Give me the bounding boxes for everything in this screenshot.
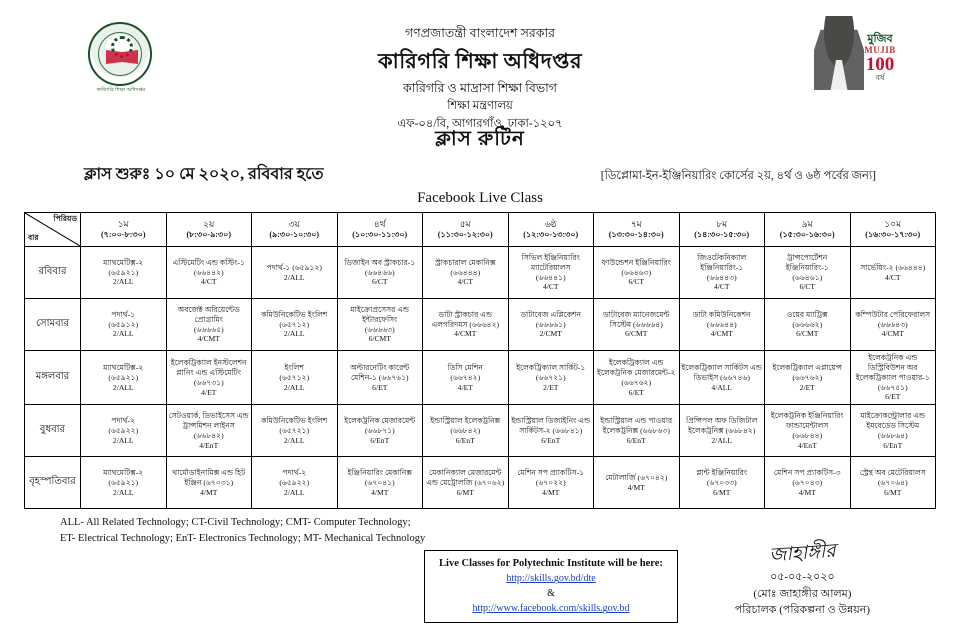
routine-table-head xyxy=(25,213,936,247)
class-group: 2/ALL xyxy=(112,329,134,339)
class-subject: ইলেকট্রিক্যাল ইনস্টলেশন প্লানিং এন্ড এস্টিমেটিং xyxy=(170,357,247,377)
class-cell xyxy=(679,457,765,509)
class-group: 2/ALL xyxy=(283,272,305,282)
period-number: ৬ষ্ঠ xyxy=(544,218,557,229)
class-subject: ইঞ্জিনিয়ারিং মেকানিক্স xyxy=(347,468,413,477)
period-number: ৪র্থ xyxy=(373,218,386,229)
table-row xyxy=(25,351,936,405)
mujib-100-number: 100 xyxy=(865,53,895,75)
header-line-ministry: শিক্ষা মন্ত্রণালয় xyxy=(447,100,513,113)
class-subject: ডাটা স্ট্রাকচার এন্ড এলগরিদমস (৬৬৬৪২) xyxy=(431,309,500,329)
class-group: 4/CT xyxy=(713,282,730,292)
class-group: 4/CMT xyxy=(881,329,904,339)
class-cell xyxy=(679,299,765,351)
class-subject: ম্যাথমেটিক্স-২ xyxy=(103,468,144,477)
period-number: ৫ম xyxy=(459,218,471,229)
period-number: ৯ম xyxy=(801,218,813,229)
class-code: (৬৬৮৪২) xyxy=(450,425,481,435)
class-group: 2/ET xyxy=(799,382,815,392)
class-code: (৬৬৪৪৩) xyxy=(706,272,737,282)
class-subject: মেশিন সপ প্র্যাকটিস-১ xyxy=(517,468,585,477)
class-subject: কমিউনিকেটিভ ইংলিশ (৬৫৭১২) xyxy=(261,309,328,329)
class-subject: জিওটেকনিক্যাল ইঞ্জিনিয়ারিং-১ xyxy=(697,252,747,272)
class-subject: মেকানিক্যাল মেজারমেন্ট এন্ড মেট্রোলজি (৬৭০৬২) xyxy=(426,468,505,487)
class-cell xyxy=(337,247,423,299)
class-cell xyxy=(508,351,594,405)
class-subject: থার্মোডাইনামিক্স এন্ড হিট ইঞ্জিন (৬৭০৩১) xyxy=(172,468,246,487)
class-subject: ম্যাথমেটিক্স-২ xyxy=(103,257,144,267)
legend-line-1: ALL- All Related Technology; CT-Civil Technology; CMT- Computer Technology; xyxy=(60,517,411,529)
class-start-text: ক্লাস শুরুঃ ১০ মে ২০২০, রবিবার হতে xyxy=(84,166,324,183)
class-subject: পদার্থ-১ xyxy=(111,309,136,319)
class-code: (৬৫৯২১) xyxy=(108,372,139,382)
class-group: 6/CMT xyxy=(796,329,819,339)
class-subject: মাইক্রোপ্রসেসর এন্ড ইন্টারফেসিং xyxy=(350,304,410,324)
document-footer xyxy=(18,540,942,628)
mujib-year-label: বর্ষ xyxy=(875,72,885,82)
class-code: (৬৬৪৬৬) xyxy=(364,267,395,277)
routine-table xyxy=(24,212,936,509)
course-scope-text: [ডিপ্লোমা-ইন-ইঞ্জিনিয়ারিং কোর্সের ২য়, ৪র্থ ও ৬ষ্ঠ পর্বের জন্য] xyxy=(600,170,876,182)
class-group: 4/MT xyxy=(798,487,816,497)
class-group: 6/CMT xyxy=(625,329,648,339)
header-line-government: গণপ্রজাতন্ত্রী বাংলাদেশ সরকার xyxy=(404,26,556,40)
class-group: 2/ALL xyxy=(112,277,134,287)
period-time: (১৪:৩০-১৫:৩০) xyxy=(694,230,750,240)
class-code: (৬৬৬৪৩) xyxy=(877,319,908,329)
day-label: সোমবার xyxy=(25,299,81,351)
class-cell xyxy=(594,405,680,457)
header-line-address: এফ-০৪/বি, আগারগাঁও, ঢাকা-১২০৭ xyxy=(397,118,563,131)
class-group: 2/ALL xyxy=(283,329,305,339)
class-subject: ইংলিশ xyxy=(284,362,305,372)
live-class-links-box xyxy=(424,550,678,624)
header-line-division: কারিগরি ও মাদ্রাসা শিক্ষা বিভাগ xyxy=(403,80,557,95)
table-row xyxy=(25,299,936,351)
class-subject: ইলেকট্রিক্যাল সার্কিটস এন্ড ডিভাইস (৬৬৭৪৬) xyxy=(681,362,762,382)
class-subject: মেটালার্জি (৬৭০৪২) xyxy=(605,472,668,482)
class-cell xyxy=(508,299,594,351)
class-code: (৬৬৬৬১) xyxy=(535,319,566,329)
class-group: 2/ALL xyxy=(283,382,305,392)
class-cell xyxy=(594,299,680,351)
class-group: 4/CT xyxy=(200,277,217,287)
class-subject: ম্যাথমেটিক্স-২ xyxy=(103,362,144,372)
class-cell xyxy=(337,457,423,509)
class-group: 2/ALL xyxy=(283,487,305,497)
class-cell xyxy=(423,457,509,509)
class-subject: প্লান্ট ইঞ্জিনিয়ারিং xyxy=(696,468,748,477)
period-time: (১২:৩০-১৩:৩০) xyxy=(523,230,579,240)
period-time: (৮:৩০-৯:৩০) xyxy=(186,230,231,240)
class-group: 4/ET xyxy=(201,387,217,397)
class-subject: সার্ভেয়িং-২ (৬৬৪৪৪) xyxy=(860,262,926,272)
class-cell xyxy=(252,405,338,457)
handwritten-signature: জাহাঙ্গীর xyxy=(768,540,837,567)
class-code: (৬৫৯২২) xyxy=(108,425,139,435)
period-time: (৭:০০-৮:৩০) xyxy=(100,230,146,240)
period-header-3 xyxy=(252,213,338,247)
class-code: (৬৫৯২২) xyxy=(279,477,310,487)
class-cell xyxy=(252,247,338,299)
class-cell xyxy=(252,351,338,405)
mujib-label-en: MUJIB xyxy=(864,44,896,55)
class-subject: ডাটা কমিউনিকেশন xyxy=(692,309,751,319)
dte-seal-logo xyxy=(88,22,154,94)
class-subject: স্ট্রেন্থ অব মেটেরিয়ালস xyxy=(859,468,926,477)
class-cell xyxy=(166,299,252,351)
period-time: (৯:৩০-১০:৩০) xyxy=(269,230,320,240)
class-subject: পদার্থ-২ xyxy=(282,468,307,477)
table-row xyxy=(25,457,936,509)
class-group: 6/EnT xyxy=(883,440,903,450)
mujib-portrait-icon xyxy=(814,16,864,90)
class-group: 6/EnT xyxy=(626,435,646,445)
class-code: (৬৬৪৬১) xyxy=(792,272,823,282)
class-subject: ডাটাবেজ ম্যানেজমেন্ট সিস্টেম (৬৬৬৬৪) xyxy=(603,309,670,329)
class-group: 4/MT xyxy=(542,487,560,497)
table-row xyxy=(25,405,936,457)
period-header-1 xyxy=(81,213,167,247)
class-group: 4/CT xyxy=(542,282,559,292)
class-cell xyxy=(252,299,338,351)
mujib-borsho-logo xyxy=(808,16,902,112)
class-subject: পদার্থ-১ (৬৫৯১২) xyxy=(266,262,322,272)
signatory-name: (মোঃ জাহাঙ্গীর আলম) xyxy=(753,587,852,600)
class-group: 2/ALL xyxy=(112,487,134,497)
class-subject: অল্টারনেটিং কারেন্ট মেশিন-১ (৬৬৭৬১) xyxy=(350,362,410,382)
class-cell xyxy=(850,457,936,509)
class-subject: ইলেকট্রিক্যাল এপ্লায়েন্স xyxy=(772,362,842,372)
class-code: (৬৬৪৪৪) xyxy=(450,267,481,277)
class-cell xyxy=(850,405,936,457)
class-code: (৬৬৬৪৪) xyxy=(706,319,737,329)
class-cell xyxy=(423,405,509,457)
class-cell xyxy=(508,457,594,509)
period-header-5 xyxy=(423,213,509,247)
class-subject: ইলেকট্রনিক এন্ড ডিস্ট্রিবিউশন অব ইলেকট্রিক্যাল পাওয়ার-১ (৬৬৭৫১) xyxy=(855,353,930,392)
class-code: (৬৭০৪৩) xyxy=(792,477,823,487)
class-group: 4/MT xyxy=(371,487,389,497)
class-cell xyxy=(594,457,680,509)
class-cell xyxy=(81,247,167,299)
period-time: (১৫:৩০-১৬:৩০) xyxy=(779,230,835,240)
class-cell xyxy=(679,247,765,299)
period-time: (১০:৩০-১১:৩০) xyxy=(352,230,408,240)
class-cell xyxy=(337,351,423,405)
day-label: রবিবার xyxy=(25,247,81,299)
period-time: (১৬:৩০-১৭:৩০) xyxy=(865,230,921,240)
class-group: 4/MT xyxy=(627,482,645,492)
class-group: 2/ET xyxy=(543,382,559,392)
period-time: (১১:৩০-১২:৩০) xyxy=(437,230,493,240)
class-subject: ইলেকট্রিক্যাল সার্কিট-১ xyxy=(516,362,586,372)
class-code: (৬৬৪৪২) xyxy=(193,267,224,277)
class-cell xyxy=(594,247,680,299)
class-cell xyxy=(850,351,936,405)
class-subject: পদার্থ-২ xyxy=(111,416,136,425)
class-group: 4/ET xyxy=(457,382,473,392)
class-group: 4/CMT xyxy=(710,329,733,339)
class-subject: ডিজাইন অব স্ট্রাকচার-১ xyxy=(344,257,416,267)
routine-header-row xyxy=(25,213,936,247)
class-group: 4/CMT xyxy=(454,329,477,339)
class-code: (৬৫৯২১) xyxy=(108,267,139,277)
class-cell xyxy=(679,405,765,457)
class-group: 6/ET xyxy=(885,392,901,402)
class-cell xyxy=(81,299,167,351)
class-group: 2/ALL xyxy=(283,435,305,445)
class-code: (৬৬৪৬৩) xyxy=(621,267,652,277)
period-time: (১৩:৩০-১৪:৩০) xyxy=(608,230,664,240)
class-cell xyxy=(508,247,594,299)
class-cell xyxy=(166,457,252,509)
class-group: 6/EnT xyxy=(370,435,390,445)
class-cell xyxy=(423,247,509,299)
class-subject: ইন্ডাস্ট্রিয়াল ইলেকট্রনিক্স xyxy=(430,416,501,425)
period-number: ৮ম xyxy=(716,218,728,229)
class-cell xyxy=(423,299,509,351)
class-code: (৬৬৪৪১) xyxy=(535,272,566,282)
day-label: বৃহস্পতিবার xyxy=(25,457,81,509)
class-code: (৬৬৭৬২) xyxy=(792,372,823,382)
class-subject: প্রিন্সিপল অফ ডিজিটাল ইলেকট্রনিক্স (৬৬৮৪২) xyxy=(686,416,758,435)
class-subject: কম্পিউটার পেরিফেরালস xyxy=(855,309,931,319)
class-cell xyxy=(508,405,594,457)
class-code: (৬৬৮৪২) xyxy=(193,430,224,440)
class-group: 2/ALL xyxy=(112,382,134,392)
class-subject: অবজেক্ট অরিয়েন্টেড প্রোগ্রামিং xyxy=(177,304,240,324)
class-group: 6/ET xyxy=(372,382,388,392)
class-subject: ইন্ডাস্ট্রিয়াল এন্ড পাওয়ার ইলেকট্রনিক্স (৬৬৮৬৩) xyxy=(600,416,673,435)
class-code: (৬৭০২২) xyxy=(535,477,566,487)
class-cell xyxy=(765,457,851,509)
class-subject: কমিউনিকেটিভ ইংলিশ xyxy=(261,416,328,425)
signatory-designation: পরিচালক (পরিকল্পনা ও উন্নয়ন) xyxy=(734,604,870,617)
day-label: বুধবার xyxy=(25,405,81,457)
class-code: (৬৫৭১২) xyxy=(279,372,310,382)
class-cell xyxy=(765,299,851,351)
class-subject: মেশিন সপ প্র্যাকটিস-৩ xyxy=(773,468,841,477)
period-number: ১ম xyxy=(117,218,129,229)
book-icon xyxy=(106,50,138,64)
period-header-2 xyxy=(166,213,252,247)
period-header-7 xyxy=(594,213,680,247)
header-line-directorate: কারিগরি শিক্ষা অধিদপ্তর xyxy=(377,49,582,74)
class-code: (৬৬৮৪৪) xyxy=(792,430,823,440)
class-subject: ট্রান্সপোর্টেশন ইঞ্জিনিয়ারিং-১ xyxy=(785,252,829,272)
class-cell xyxy=(81,351,167,405)
class-cell xyxy=(166,351,252,405)
routine-table-body xyxy=(25,247,936,509)
class-group: 4/MT xyxy=(200,487,218,497)
class-code: (৬৫৭২১) xyxy=(279,425,310,435)
class-code: (৬৭০৬৪) xyxy=(877,477,908,487)
class-cell xyxy=(765,351,851,405)
class-subject: ইলেকট্রনিক ইঞ্জিনিয়ারিং ফান্ডামেন্টালস xyxy=(770,411,844,430)
period-header-6 xyxy=(508,213,594,247)
signature-block xyxy=(735,540,870,619)
facebook-skills-link[interactable]: http://www.facebook.com/skills.gov.bd xyxy=(472,603,630,615)
class-group: 6/MT xyxy=(456,487,474,497)
document-header xyxy=(18,10,942,131)
period-number: ১০ম xyxy=(884,218,902,229)
class-subject: সিভিল ইঞ্জিনিয়ারিং ম্যাটেরিয়ালস xyxy=(521,252,580,272)
class-cell xyxy=(850,247,936,299)
class-cell xyxy=(337,299,423,351)
class-subject: ইলেকট্রিক্যাল এন্ড ইলেকট্রনিক মেজারমেন্ট-২ (৬৬৭৬২) xyxy=(597,357,676,387)
class-group: 4/CT xyxy=(884,272,901,282)
class-code: (৬৬৮৬৪) xyxy=(877,430,908,440)
class-group: 6/ET xyxy=(628,387,644,397)
period-header-4 xyxy=(337,213,423,247)
period-number: ৩য় xyxy=(288,218,300,229)
class-code: (৬৭০৪১) xyxy=(364,477,395,487)
class-code: (৬৬৬৬৫) xyxy=(193,324,224,334)
class-group: 4/EnT xyxy=(797,440,817,450)
class-group: 4/CT xyxy=(457,277,474,287)
corner-period-label: পিরিয়ড xyxy=(53,214,77,223)
period-header-8 xyxy=(679,213,765,247)
class-code: (৬৬৬৬২) xyxy=(792,319,823,329)
mujib-label-bn: মুজিব xyxy=(867,33,893,45)
class-code: (৬৬৬৬৩) xyxy=(364,324,395,334)
class-subject: ওয়েব ম্যাট্রিক্স xyxy=(786,309,828,319)
legend-line-2: ET- Electrical Technology; EnT- Electronics Technology; MT- Mechanical Technology xyxy=(60,532,426,544)
class-code: (৬৬৭৩১) xyxy=(193,377,224,387)
class-cell xyxy=(166,405,252,457)
class-subject: ইন্ডাস্ট্রিয়াল ডিজাইনিং এন্ড সার্কিটস-২ (৬৬৮৪১) xyxy=(511,416,591,435)
corner-day-label: বার xyxy=(28,233,39,242)
page-title: ক্লাস রুটিন xyxy=(435,128,525,150)
live-box-title: Live Classes for Polytechnic Institute will be here: xyxy=(439,557,663,569)
live-box-ampersand: & xyxy=(547,588,555,600)
skills-gov-bd-link[interactable]: http://skills.gov.bd/dte xyxy=(506,573,596,585)
class-group: 6/CT xyxy=(371,277,388,287)
class-cell xyxy=(81,457,167,509)
class-group: 2/ALL xyxy=(112,435,134,445)
class-cell xyxy=(337,405,423,457)
class-group: 6/CMT xyxy=(368,334,391,344)
period-header-10 xyxy=(850,213,936,247)
period-number: ২য় xyxy=(203,218,215,229)
class-group: 6/EnT xyxy=(455,435,475,445)
class-subject: ডাটাবেজ এপ্লিকেশন xyxy=(520,309,582,319)
class-code: (৬৫৯২১) xyxy=(108,477,139,487)
class-group: 4/EnT xyxy=(199,440,219,450)
class-code: (৬৭০৩৩) xyxy=(706,477,737,487)
facebook-live-heading: Facebook Live Class xyxy=(417,190,543,206)
class-subject: ডিসি মেশিন xyxy=(447,362,483,372)
day-label: মঙ্গলবার xyxy=(25,351,81,405)
period-header-9 xyxy=(765,213,851,247)
class-code: (৬৬৭৪২) xyxy=(450,372,481,382)
class-code: (৬৫৯১২) xyxy=(108,319,139,329)
class-group: 6/MT xyxy=(884,487,902,497)
seal-icon xyxy=(88,22,152,86)
class-cell xyxy=(423,351,509,405)
class-cell xyxy=(765,405,851,457)
class-subject: ফাউন্ডেশন ইঞ্জিনিয়ারিং xyxy=(601,257,671,267)
period-number: ৭ম xyxy=(630,218,642,229)
class-cell xyxy=(166,247,252,299)
title-block xyxy=(18,124,942,207)
class-group: 2/ALL xyxy=(711,435,733,445)
class-subject: সেটওয়ার্ক, ডিভাইসেস এন্ড ট্রান্সমিশন লাইনস xyxy=(168,411,249,430)
signature-date: ০৫-০৫-২০২০ xyxy=(770,571,835,584)
class-cell xyxy=(850,299,936,351)
class-subject: এস্টিমেটিং এন্ড কস্টিং-১ xyxy=(172,257,245,267)
class-cell xyxy=(594,351,680,405)
class-cell xyxy=(252,457,338,509)
class-group: 6/MT xyxy=(713,487,731,497)
class-group: 6/CT xyxy=(799,282,816,292)
class-cell xyxy=(679,351,765,405)
class-subject: ইলেকট্রনিক মেজারমেন্ট xyxy=(344,416,416,425)
class-subject: মাইক্রোকন্ট্রোলার এন্ড ইমবেডেড সিস্টেম xyxy=(860,411,926,430)
class-subject: স্ট্রাকচারাল মেকানিক্স xyxy=(434,257,496,267)
header-text-block xyxy=(18,10,942,134)
class-cell xyxy=(81,405,167,457)
class-group: 4/ALL xyxy=(711,382,733,392)
class-group: 6/CT xyxy=(628,277,645,287)
class-group: 4/CMT xyxy=(197,334,220,344)
class-code: (৬৬৭২১) xyxy=(535,372,566,382)
class-group: 6/EnT xyxy=(541,435,561,445)
class-group: 2/CMT xyxy=(539,329,562,339)
class-code: (৬৬৮৭১) xyxy=(364,425,395,435)
corner-header-cell xyxy=(25,213,81,247)
class-cell xyxy=(765,247,851,299)
seal-caption: কারিগরি শিক্ষা অধিদপ্তর xyxy=(96,87,146,93)
table-row xyxy=(25,247,936,299)
